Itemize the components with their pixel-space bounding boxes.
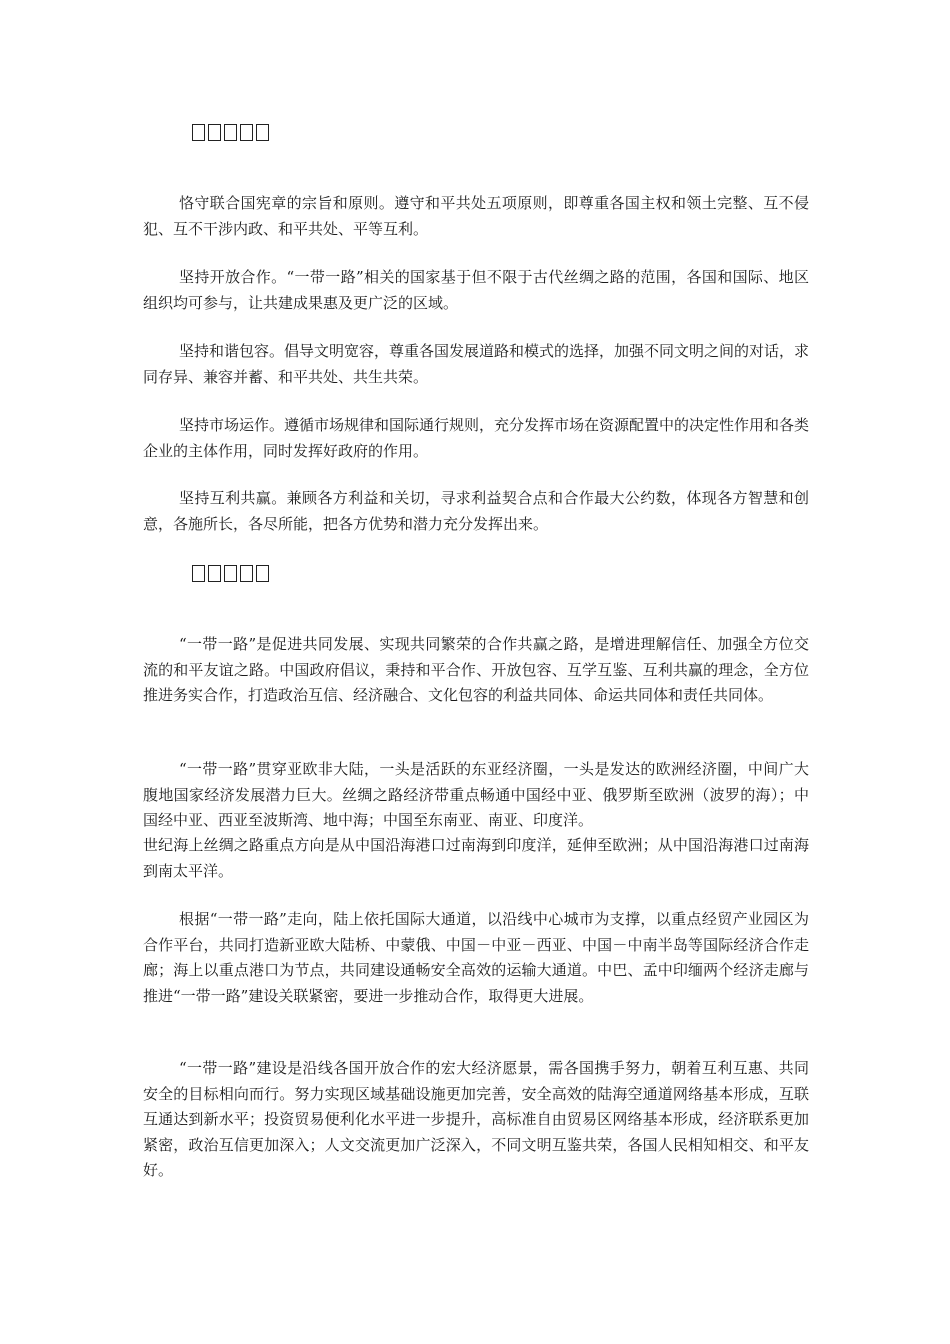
paragraph: “一带一路”是促进共同发展、实现共同繁荣的合作共赢之路，是增进理解信任、加强全方位交流的和平友谊之路。中国政府倡议，秉持和平合作、开放包容、互学互鉴、互利共赢的理念，全方位推进务实合作，打造政治互信、经济融合、文化包容的利益共同体、命运共同体和责任共同体。 bbox=[143, 635, 809, 704]
missing-glyph-icon bbox=[224, 124, 237, 141]
missing-glyph-icon bbox=[192, 565, 205, 582]
missing-glyph-icon bbox=[224, 565, 237, 582]
paragraph: “一带一路”贯穿亚欧非大陆，一头是活跃的东亚经济圈，一头是发达的欧洲经济圈，中间广大腹地国家经济发展潜力巨大。丝绸之路经济带重点畅通中国经中亚、俄罗斯至欧洲（波罗的海）；中国经中亚、西亚至波斯湾、地中海；中国至东南亚、南亚、印度洋。 bbox=[143, 760, 809, 829]
paragraph: “一带一路”建设是沿线各国开放合作的宏大经济愿景，需各国携手努力，朝着互利互惠、共同安全的目标相向而行。努力实现区域基础设施更加完善，安全高效的陆海空通道网络基本形成，互联互通达到新水平；投资贸易便利化水平进一步提升，高标准自由贸易区网络基本形成，经济联系更加紧密，政治互信更加深入；人文交流更加广泛深入，不同文明互鉴共荣，各国人民相知相交、和平友好。 bbox=[143, 1059, 809, 1179]
paragraph: 坚持开放合作。“一带一路”相关的国家基于但不限于古代丝绸之路的范围，各国和国际、地区组织均可参与，让共建成果惠及更广泛的区域。 bbox=[143, 268, 809, 312]
missing-glyph-icon bbox=[240, 124, 253, 141]
paragraph: 世纪海上丝绸之路重点方向是从中国沿海港口过南海到印度洋，延伸至欧洲；从中国沿海港口过南海到南太平洋。 bbox=[143, 836, 809, 880]
missing-glyph-icon bbox=[192, 124, 205, 141]
missing-glyph-icon bbox=[240, 565, 253, 582]
paragraph: 根据“一带一路”走向，陆上依托国际大通道，以沿线中心城市为支撑，以重点经贸产业园区为合作平台，共同打造新亚欧大陆桥、中蒙俄、中国－中亚－西亚、中国－中南半岛等国际经济合作走廊；海上以重点港口为节点，共同建设通畅安全高效的运输大通道。中巴、孟中印缅两个经济走廊与推进“一带一路”建设关联紧密，要进一步推动合作，取得更大进展。 bbox=[143, 910, 809, 1005]
paragraph: 坚持互利共赢。兼顾各方利益和关切，寻求利益契合点和合作最大公约数，体现各方智慧和创意，各施所长，各尽所能，把各方优势和潜力充分发挥出来。 bbox=[143, 489, 809, 533]
section-heading-framework bbox=[192, 563, 272, 585]
paragraph: 坚持和谐包容。倡导文明宽容，尊重各国发展道路和模式的选择，加强不同文明之间的对话，求同存异、兼容并蓄、和平共处、共生共荣。 bbox=[143, 342, 810, 386]
section-heading-principles bbox=[192, 122, 272, 144]
paragraph: 恪守联合国宪章的宗旨和原则。遵守和平共处五项原则，即尊重各国主权和领土完整、互不侵犯、互不干涉内政、和平共处、平等互利。 bbox=[143, 194, 809, 238]
missing-glyph-icon bbox=[256, 565, 269, 582]
missing-glyph-icon bbox=[208, 124, 221, 141]
missing-glyph-icon bbox=[208, 565, 221, 582]
paragraph: 坚持市场运作。遵循市场规律和国际通行规则，充分发挥市场在资源配置中的决定性作用和各类企业的主体作用，同时发挥好政府的作用。 bbox=[143, 416, 810, 460]
missing-glyph-icon bbox=[256, 124, 269, 141]
